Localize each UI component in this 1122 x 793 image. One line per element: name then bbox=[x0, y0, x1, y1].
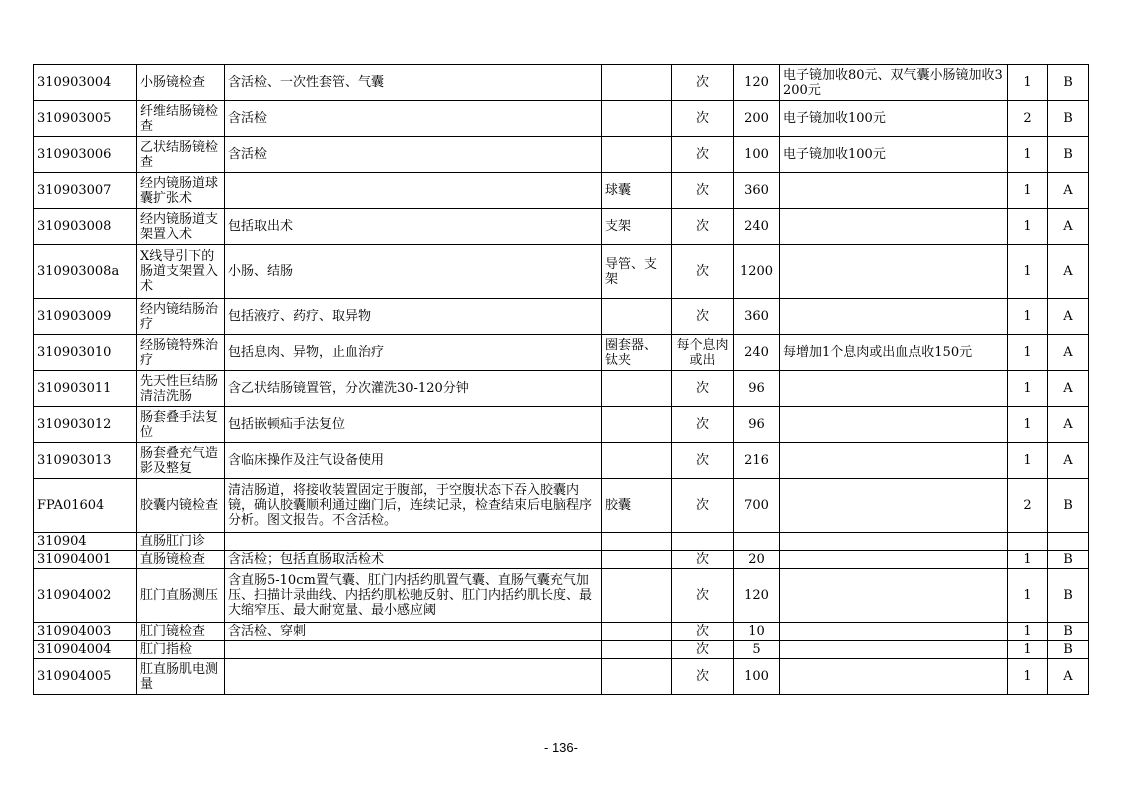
table-row bbox=[34, 551, 1089, 569]
level-cell: 2 bbox=[1008, 479, 1048, 533]
note-cell: 电子镜加收100元 bbox=[780, 137, 1008, 173]
excluded-items-cell bbox=[602, 533, 672, 551]
unit-cell: 次 bbox=[672, 407, 734, 443]
item-content-cell bbox=[225, 659, 602, 695]
category-cell: A bbox=[1048, 299, 1089, 335]
unit-cell: 次 bbox=[672, 479, 734, 533]
item-content-cell: 含活检、穿刺 bbox=[225, 623, 602, 641]
category-cell: B bbox=[1048, 65, 1089, 101]
category-cell: B bbox=[1048, 641, 1089, 659]
item-name-cell: 肛直肠肌电测量 bbox=[137, 659, 225, 695]
unit-cell: 次 bbox=[672, 65, 734, 101]
unit-cell: 次 bbox=[672, 101, 734, 137]
note-cell bbox=[780, 299, 1008, 335]
item-name-cell: 直肠镜检查 bbox=[137, 551, 225, 569]
unit-cell: 次 bbox=[672, 659, 734, 695]
table-body bbox=[34, 65, 1089, 695]
note-cell: 每增加1个息肉或出血点收150元 bbox=[780, 335, 1008, 371]
price-cell: 360 bbox=[734, 299, 780, 335]
excluded-items-cell bbox=[602, 101, 672, 137]
item-content-cell: 包括息肉、异物，止血治疗 bbox=[225, 335, 602, 371]
note-cell bbox=[780, 407, 1008, 443]
table-row bbox=[34, 623, 1089, 641]
table-row bbox=[34, 371, 1089, 407]
table-row bbox=[34, 65, 1089, 101]
price-cell: 240 bbox=[734, 335, 780, 371]
level-cell: 1 bbox=[1008, 245, 1048, 299]
unit-cell: 次 bbox=[672, 299, 734, 335]
note-cell bbox=[780, 371, 1008, 407]
item-name-cell: 经肠镜特殊治疗 bbox=[137, 335, 225, 371]
category-cell: B bbox=[1048, 479, 1089, 533]
note-cell bbox=[780, 245, 1008, 299]
price-cell: 120 bbox=[734, 569, 780, 623]
item-name-cell: 乙状结肠镜检查 bbox=[137, 137, 225, 173]
unit-cell: 次 bbox=[672, 371, 734, 407]
unit-cell: 每个息肉或出 bbox=[672, 335, 734, 371]
table-row bbox=[34, 245, 1089, 299]
category-cell: A bbox=[1048, 407, 1089, 443]
category-cell: A bbox=[1048, 335, 1089, 371]
category-cell: A bbox=[1048, 209, 1089, 245]
item-name-cell: 肛门镜检查 bbox=[137, 623, 225, 641]
item-name-cell: 纤维结肠镜检查 bbox=[137, 101, 225, 137]
category-cell: B bbox=[1048, 551, 1089, 569]
unit-cell: 次 bbox=[672, 245, 734, 299]
item-code-cell: 310903009 bbox=[34, 299, 137, 335]
level-cell: 1 bbox=[1008, 137, 1048, 173]
item-content-cell: 包括取出术 bbox=[225, 209, 602, 245]
note-cell: 电子镜加收80元、双气囊小肠镜加收3200元 bbox=[780, 65, 1008, 101]
table-row bbox=[34, 443, 1089, 479]
category-cell: B bbox=[1048, 137, 1089, 173]
item-content-cell: 含直肠5-10cm置气囊、肛门内括约肌置气囊、直肠气囊充气加压、扫描计录曲线、内括约肌松驰反射、肛门内括约肌长度、最大缩窄压、最大耐宽量、最小感应阈 bbox=[225, 569, 602, 623]
note-cell bbox=[780, 443, 1008, 479]
item-content-cell: 清洁肠道，将接收装置固定于腹部，于空腹状态下吞入胶囊内镜，确认胶囊顺利通过幽门后，连续记录，检查结束后电脑程序分析。图文报告。不含活检。 bbox=[225, 479, 602, 533]
unit-cell: 次 bbox=[672, 443, 734, 479]
price-cell: 100 bbox=[734, 137, 780, 173]
item-content-cell: 含乙状结肠镜置管，分次灌洗30-120分钟 bbox=[225, 371, 602, 407]
unit-cell: 次 bbox=[672, 569, 734, 623]
item-name-cell: 先天性巨结肠清洁洗肠 bbox=[137, 371, 225, 407]
item-content-cell: 含活检 bbox=[225, 137, 602, 173]
excluded-items-cell: 圈套器、钛夹 bbox=[602, 335, 672, 371]
note-cell bbox=[780, 209, 1008, 245]
level-cell: 1 bbox=[1008, 551, 1048, 569]
item-code-cell: 310903004 bbox=[34, 65, 137, 101]
price-cell: 20 bbox=[734, 551, 780, 569]
unit-cell: 次 bbox=[672, 551, 734, 569]
item-code-cell: 310904005 bbox=[34, 659, 137, 695]
unit-cell: 次 bbox=[672, 173, 734, 209]
item-name-cell: X线导引下的肠道支架置入术 bbox=[137, 245, 225, 299]
table-row bbox=[34, 407, 1089, 443]
price-cell: 200 bbox=[734, 101, 780, 137]
item-code-cell: FPA01604 bbox=[34, 479, 137, 533]
item-name-cell: 肠套叠充气造影及整复 bbox=[137, 443, 225, 479]
excluded-items-cell bbox=[602, 659, 672, 695]
excluded-items-cell: 球囊 bbox=[602, 173, 672, 209]
item-code-cell: 310903010 bbox=[34, 335, 137, 371]
level-cell: 1 bbox=[1008, 623, 1048, 641]
category-cell: B bbox=[1048, 101, 1089, 137]
excluded-items-cell bbox=[602, 569, 672, 623]
note-cell: 电子镜加收100元 bbox=[780, 101, 1008, 137]
table-row bbox=[34, 101, 1089, 137]
price-cell: 96 bbox=[734, 371, 780, 407]
table-row bbox=[34, 533, 1089, 551]
level-cell: 1 bbox=[1008, 569, 1048, 623]
unit-cell bbox=[672, 533, 734, 551]
price-cell bbox=[734, 533, 780, 551]
excluded-items-cell bbox=[602, 299, 672, 335]
level-cell: 1 bbox=[1008, 659, 1048, 695]
item-content-cell bbox=[225, 173, 602, 209]
item-code-cell: 310903008 bbox=[34, 209, 137, 245]
item-code-cell: 310903012 bbox=[34, 407, 137, 443]
price-cell: 360 bbox=[734, 173, 780, 209]
excluded-items-cell: 胶囊 bbox=[602, 479, 672, 533]
item-name-cell: 直肠肛门诊 bbox=[137, 533, 225, 551]
table-row bbox=[34, 479, 1089, 533]
item-code-cell: 310904 bbox=[34, 533, 137, 551]
item-code-cell: 310904004 bbox=[34, 641, 137, 659]
excluded-items-cell bbox=[602, 551, 672, 569]
category-cell: B bbox=[1048, 623, 1089, 641]
note-cell bbox=[780, 659, 1008, 695]
excluded-items-cell bbox=[602, 641, 672, 659]
item-code-cell: 310904001 bbox=[34, 551, 137, 569]
excluded-items-cell: 导管、支架 bbox=[602, 245, 672, 299]
item-code-cell: 310903011 bbox=[34, 371, 137, 407]
table-row bbox=[34, 209, 1089, 245]
level-cell: 1 bbox=[1008, 299, 1048, 335]
level-cell: 1 bbox=[1008, 443, 1048, 479]
excluded-items-cell bbox=[602, 137, 672, 173]
unit-cell: 次 bbox=[672, 209, 734, 245]
table-row bbox=[34, 335, 1089, 371]
item-content-cell: 含临床操作及注气设备使用 bbox=[225, 443, 602, 479]
table-row bbox=[34, 641, 1089, 659]
level-cell bbox=[1008, 533, 1048, 551]
fee-schedule-table bbox=[33, 64, 1089, 695]
price-cell: 120 bbox=[734, 65, 780, 101]
note-cell bbox=[780, 533, 1008, 551]
category-cell: A bbox=[1048, 173, 1089, 209]
item-code-cell: 310903013 bbox=[34, 443, 137, 479]
price-cell: 700 bbox=[734, 479, 780, 533]
excluded-items-cell bbox=[602, 65, 672, 101]
category-cell: A bbox=[1048, 443, 1089, 479]
note-cell bbox=[780, 479, 1008, 533]
table-row bbox=[34, 569, 1089, 623]
note-cell bbox=[780, 173, 1008, 209]
level-cell: 1 bbox=[1008, 209, 1048, 245]
note-cell bbox=[780, 551, 1008, 569]
table-row bbox=[34, 137, 1089, 173]
item-name-cell: 肛门直肠测压 bbox=[137, 569, 225, 623]
item-name-cell: 肛门指检 bbox=[137, 641, 225, 659]
level-cell: 1 bbox=[1008, 335, 1048, 371]
item-name-cell: 小肠镜检查 bbox=[137, 65, 225, 101]
price-cell: 216 bbox=[734, 443, 780, 479]
level-cell: 1 bbox=[1008, 173, 1048, 209]
price-cell: 240 bbox=[734, 209, 780, 245]
item-code-cell: 310903008a bbox=[34, 245, 137, 299]
item-code-cell: 310903007 bbox=[34, 173, 137, 209]
excluded-items-cell bbox=[602, 623, 672, 641]
item-name-cell: 经内镜肠道球囊扩张术 bbox=[137, 173, 225, 209]
price-cell: 5 bbox=[734, 641, 780, 659]
item-name-cell: 胶囊内镜检查 bbox=[137, 479, 225, 533]
table-row bbox=[34, 173, 1089, 209]
excluded-items-cell bbox=[602, 443, 672, 479]
item-code-cell: 310903005 bbox=[34, 101, 137, 137]
price-cell: 96 bbox=[734, 407, 780, 443]
note-cell bbox=[780, 641, 1008, 659]
excluded-items-cell: 支架 bbox=[602, 209, 672, 245]
table-row bbox=[34, 299, 1089, 335]
item-content-cell bbox=[225, 641, 602, 659]
level-cell: 1 bbox=[1008, 407, 1048, 443]
category-cell: A bbox=[1048, 371, 1089, 407]
level-cell: 2 bbox=[1008, 101, 1048, 137]
item-code-cell: 310903006 bbox=[34, 137, 137, 173]
category-cell: B bbox=[1048, 569, 1089, 623]
item-code-cell: 310904003 bbox=[34, 623, 137, 641]
level-cell: 1 bbox=[1008, 371, 1048, 407]
table-row bbox=[34, 659, 1089, 695]
excluded-items-cell bbox=[602, 371, 672, 407]
item-content-cell: 含活检；包括直肠取活检术 bbox=[225, 551, 602, 569]
unit-cell: 次 bbox=[672, 137, 734, 173]
note-cell bbox=[780, 623, 1008, 641]
category-cell: A bbox=[1048, 245, 1089, 299]
page-number: - 136- bbox=[544, 740, 578, 755]
item-content-cell bbox=[225, 533, 602, 551]
category-cell bbox=[1048, 533, 1089, 551]
note-cell bbox=[780, 569, 1008, 623]
level-cell: 1 bbox=[1008, 641, 1048, 659]
item-content-cell: 小肠、结肠 bbox=[225, 245, 602, 299]
item-content-cell: 包括液疗、药疗、取异物 bbox=[225, 299, 602, 335]
item-name-cell: 经内镜结肠治疗 bbox=[137, 299, 225, 335]
item-code-cell: 310904002 bbox=[34, 569, 137, 623]
unit-cell: 次 bbox=[672, 623, 734, 641]
item-content-cell: 包括嵌顿疝手法复位 bbox=[225, 407, 602, 443]
item-content-cell: 含活检、一次性套管、气囊 bbox=[225, 65, 602, 101]
unit-cell: 次 bbox=[672, 641, 734, 659]
category-cell: A bbox=[1048, 659, 1089, 695]
price-cell: 10 bbox=[734, 623, 780, 641]
level-cell: 1 bbox=[1008, 65, 1048, 101]
item-name-cell: 经内镜肠道支架置入术 bbox=[137, 209, 225, 245]
item-name-cell: 肠套叠手法复位 bbox=[137, 407, 225, 443]
excluded-items-cell bbox=[602, 407, 672, 443]
price-cell: 1200 bbox=[734, 245, 780, 299]
item-content-cell: 含活检 bbox=[225, 101, 602, 137]
price-cell: 100 bbox=[734, 659, 780, 695]
